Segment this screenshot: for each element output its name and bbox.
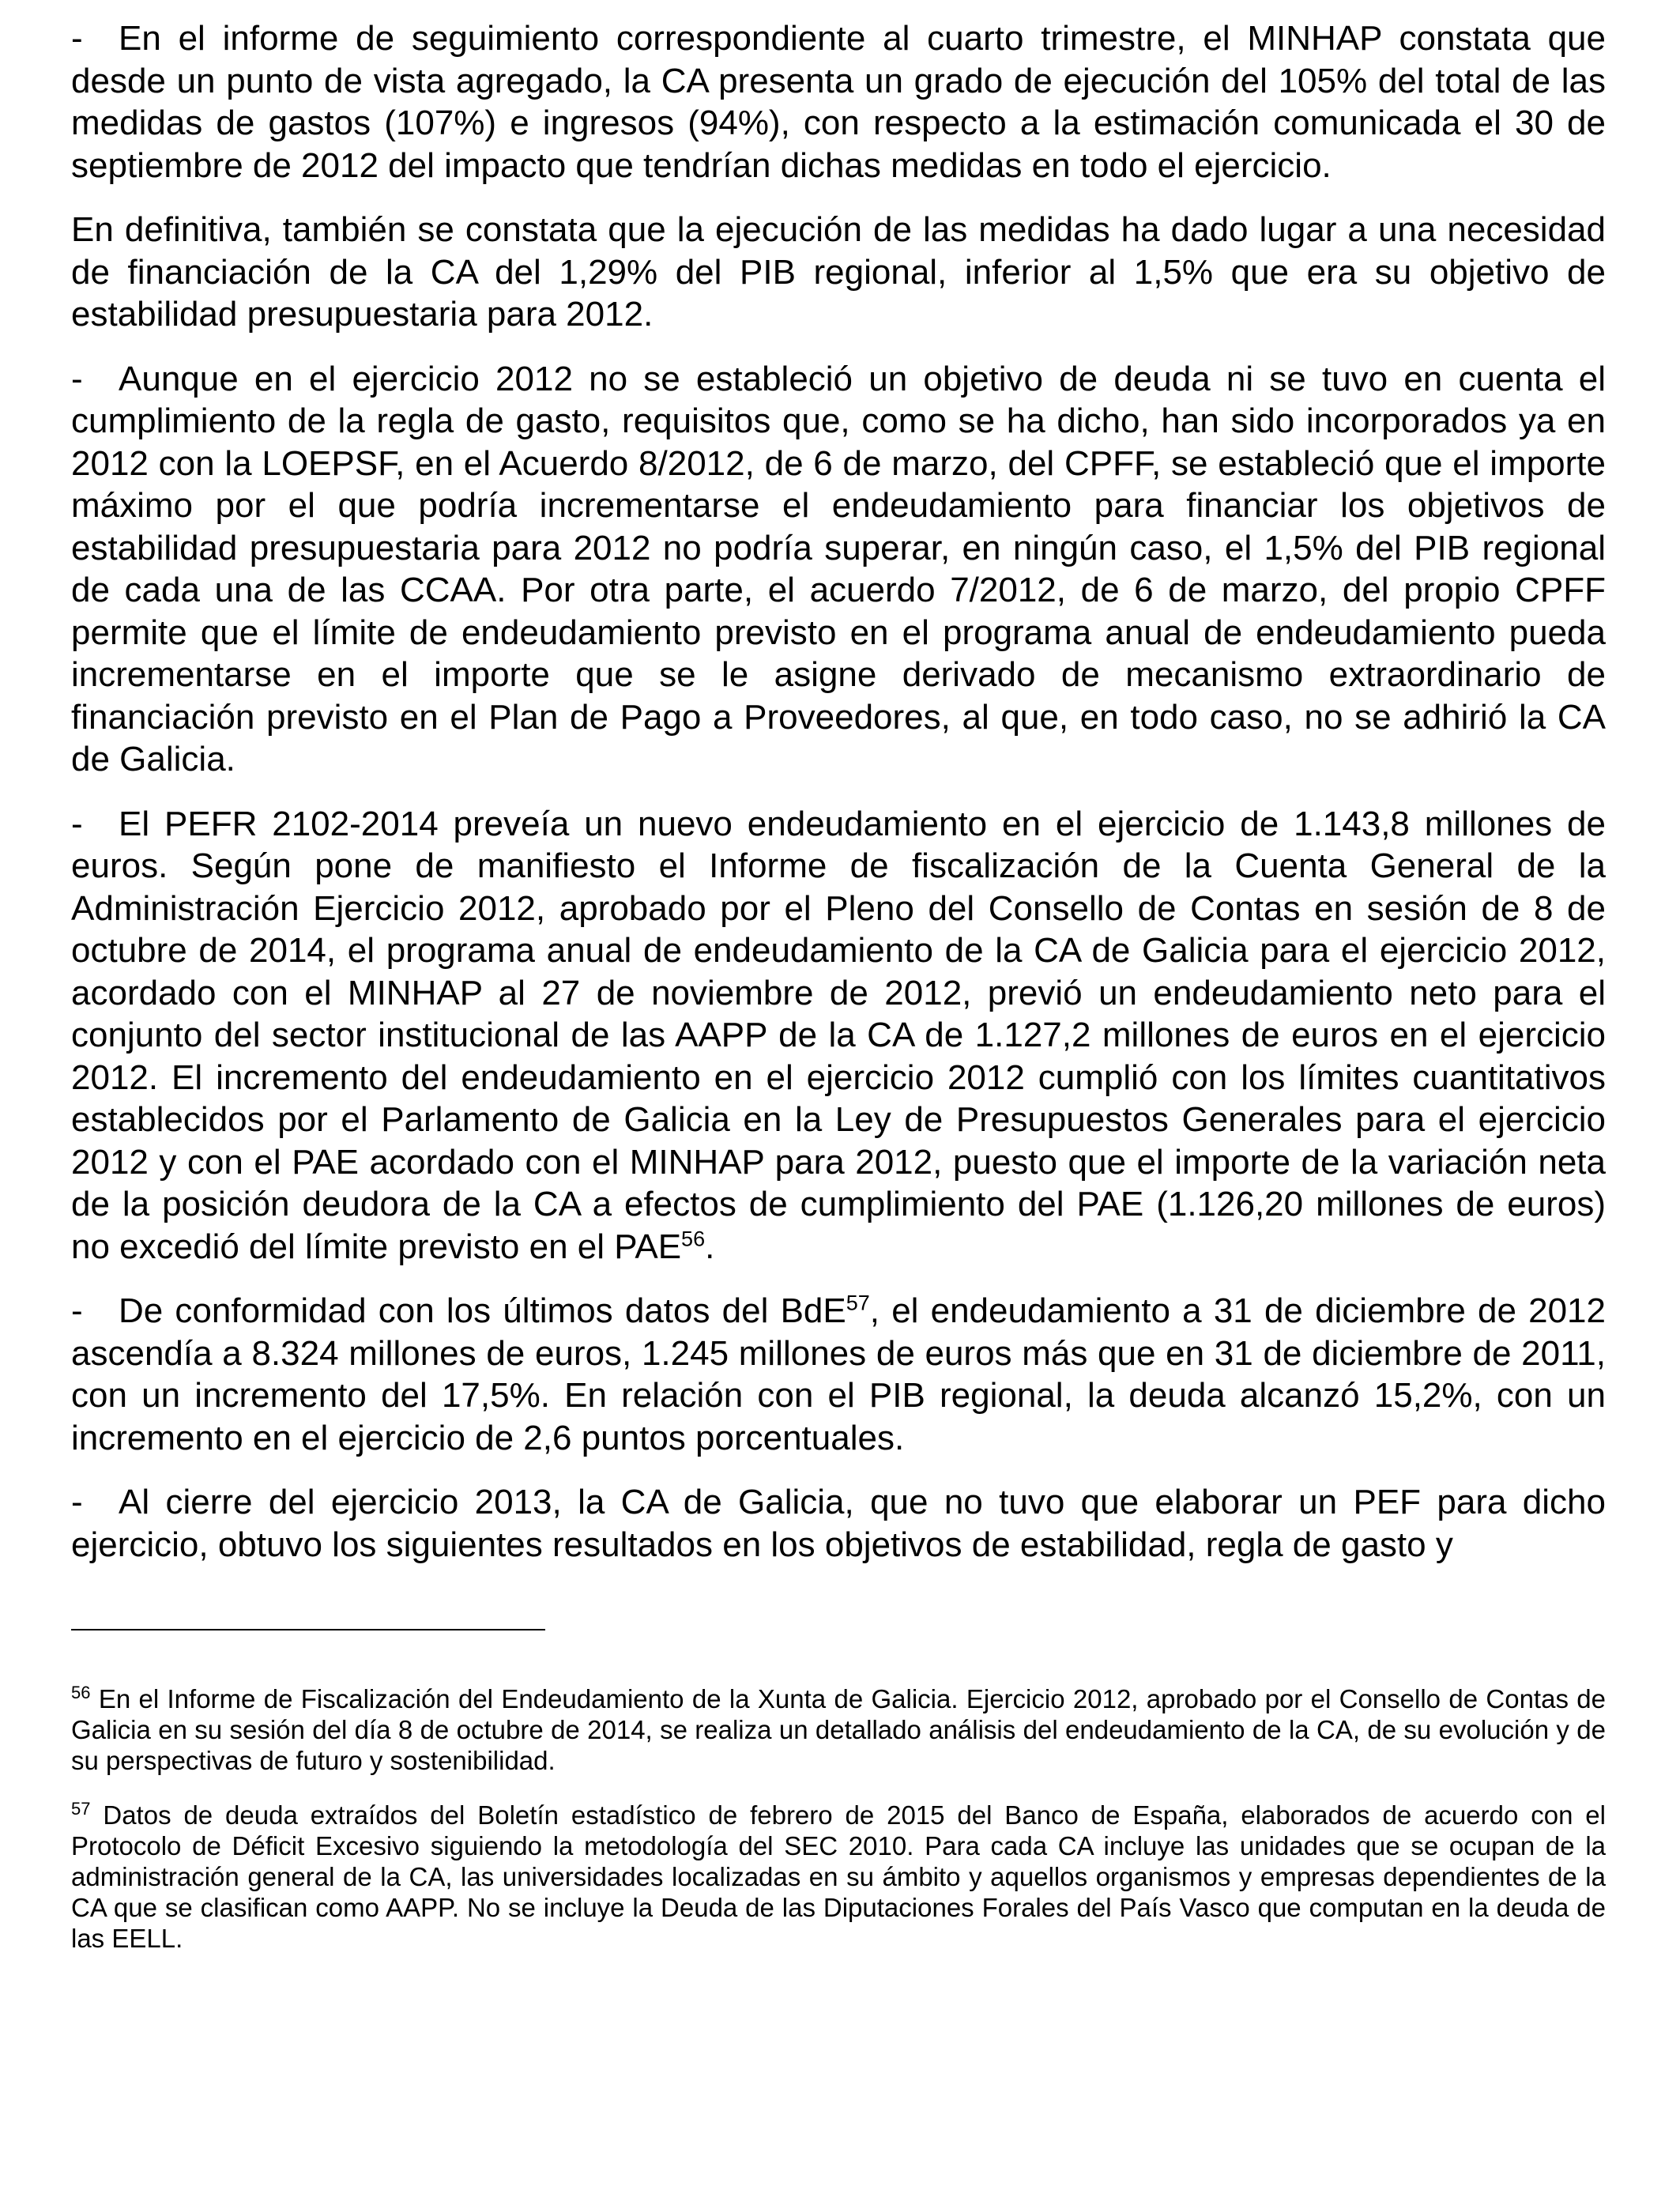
- list-dash: -: [71, 1291, 83, 1330]
- paragraph-text-end: , el endeudamiento a 31 de diciembre de 2012 ascendía a 8.324 millones de euros, 1.245 millones de euros más que en 31 de diciembre de 2011, con un incremento del 17,5%. En relación con el PIB regional, la deuda alcanzó 15,2%, con un incremento en el ejercicio de 2,6 puntos porcentuales.: [71, 1291, 1606, 1457]
- footnote-ref-57[interactable]: 57: [846, 1291, 870, 1315]
- footnotes: [71, 1683, 1606, 1977]
- paragraph-text: En definitiva, también se constata que la ejecución de las medidas ha dado lugar a una necesidad de financiación de la CA del 1,29% del PIB regional, inferior al 1,5% que era su objetivo de estabilidad presupuestaria para 2012.: [71, 210, 1606, 334]
- list-dash: -: [71, 804, 83, 843]
- footnote-mark: 57: [71, 1799, 91, 1819]
- footnote-ref-56[interactable]: 56: [681, 1226, 706, 1250]
- paragraph-text-end: .: [705, 1227, 715, 1266]
- paragraph-text: En el informe de seguimiento correspondiente al cuarto trimestre, el MINHAP constata que desde un punto de vista agregado, la CA presenta un grado de ejecución del 105% del total de las medidas de gastos (107%) e ingresos (94%), con respecto a la estimación comunicada el 30 de septiembre de 2012 del impacto que tendrían dichas medidas en todo el ejercicio.: [71, 19, 1606, 185]
- paragraph-ejecucion-medidas: [71, 17, 1606, 187]
- paragraph-text: El PEFR 2102-2014 preveía un nuevo endeudamiento en el ejercicio de 1.143,8 millones de euros. Según pone de manifiesto el Informe de fiscalización de la Cuenta General de la Administración Ejercicio 2012, aprobado por el Pleno del Consello de Contas en sesión de 8 de octubre de 2014, el programa anual de endeudamiento de la CA de Galicia para el ejercicio 2012, acordado con el MINHAP al 27 de noviembre de 2012, previó un endeudamiento neto para el conjunto del sector institucional de las AAPP de la CA de 1.127,2 millones de euros en el ejercicio 2012. El incremento del endeudamiento en el ejercicio 2012 cumplió con los límites cuantitativos establecidos por el Parlamento de Galicia en la Ley de Presupuestos Generales para el ejercicio 2012 y con el PAE acordado con el MINHAP para 2012, puesto que el importe de la variación neta de la posición deudora de la CA a efectos de cumplimiento del PAE (1.126,20 millones de euros) no excedió del límite previsto en el PAE: [71, 804, 1606, 1266]
- paragraph-pefr-endeudamiento: [71, 803, 1606, 1269]
- footnote-text: En el Informe de Fiscalización del Endeudamiento de la Xunta de Galicia. Ejercicio 2012, aprobado por el Consello de Contas de Galicia en su sesión del día 8 de octubre de 2014, se realiza un detallado análisis del endeudamiento de la CA, de su evolución y de su perspectivas de futuro y sostenibilidad.: [71, 1684, 1606, 1775]
- footnote-mark: 56: [71, 1683, 91, 1702]
- footnote-56: [71, 1683, 1606, 1776]
- footnote-57: [71, 1800, 1606, 1954]
- document-body: [71, 17, 1606, 1588]
- footnote-separator: [71, 1629, 545, 1630]
- list-dash: -: [71, 1483, 83, 1521]
- paragraph-objetivo-deuda: [71, 358, 1606, 781]
- paragraph-cierre-2013: [71, 1481, 1606, 1566]
- paragraph-datos-bde: [71, 1290, 1606, 1459]
- list-dash: -: [71, 19, 83, 58]
- paragraph-necesidad-financiacion: [71, 209, 1606, 336]
- list-dash: -: [71, 359, 83, 398]
- paragraph-text: De conformidad con los últimos datos del BdE: [119, 1291, 846, 1330]
- paragraph-text: Al cierre del ejercicio 2013, la CA de Galicia, que no tuvo que elaborar un PEF para dicho ejercicio, obtuvo los siguientes resultados en los objetivos de estabilidad, regla de gasto y: [71, 1483, 1606, 1564]
- footnote-text: Datos de deuda extraídos del Boletín estadístico de febrero de 2015 del Banco de España, elaborados de acuerdo con el Protocolo de Déficit Excesivo siguiendo la metodología del SEC 2010. Para cada CA incluye las unidades que se ocupan de la administración general de la CA, las universidades localizadas en su ámbito y aquellos organismos y empresas dependientes de la CA que se clasifican como AAPP. No se incluye la Deuda de las Diputaciones Forales del País Vasco que computan en la deuda de las EELL.: [71, 1800, 1606, 1953]
- paragraph-text: Aunque en el ejercicio 2012 no se estableció un objetivo de deuda ni se tuvo en cuenta el cumplimiento de la regla de gasto, requisitos que, como se ha dicho, han sido incorporados ya en 2012 con la LOEPSF, en el Acuerdo 8/2012, de 6 de marzo, del CPFF, se estableció que el importe máximo por el que podría incrementarse el endeudamiento para financiar los objetivos de estabilidad presupuestaria para 2012 no podría superar, en ningún caso, el 1,5% del PIB regional de cada una de las CCAA. Por otra parte, el acuerdo 7/2012, de 6 de marzo, del propio CPFF permite que el límite de endeudamiento previsto en el programa anual de endeudamiento pueda incrementarse en el importe que se le asigne derivado de mecanismo extraordinario de financiación previsto en el Plan de Pago a Proveedores, al que, en todo caso, no se adhirió la CA de Galicia.: [71, 359, 1606, 778]
